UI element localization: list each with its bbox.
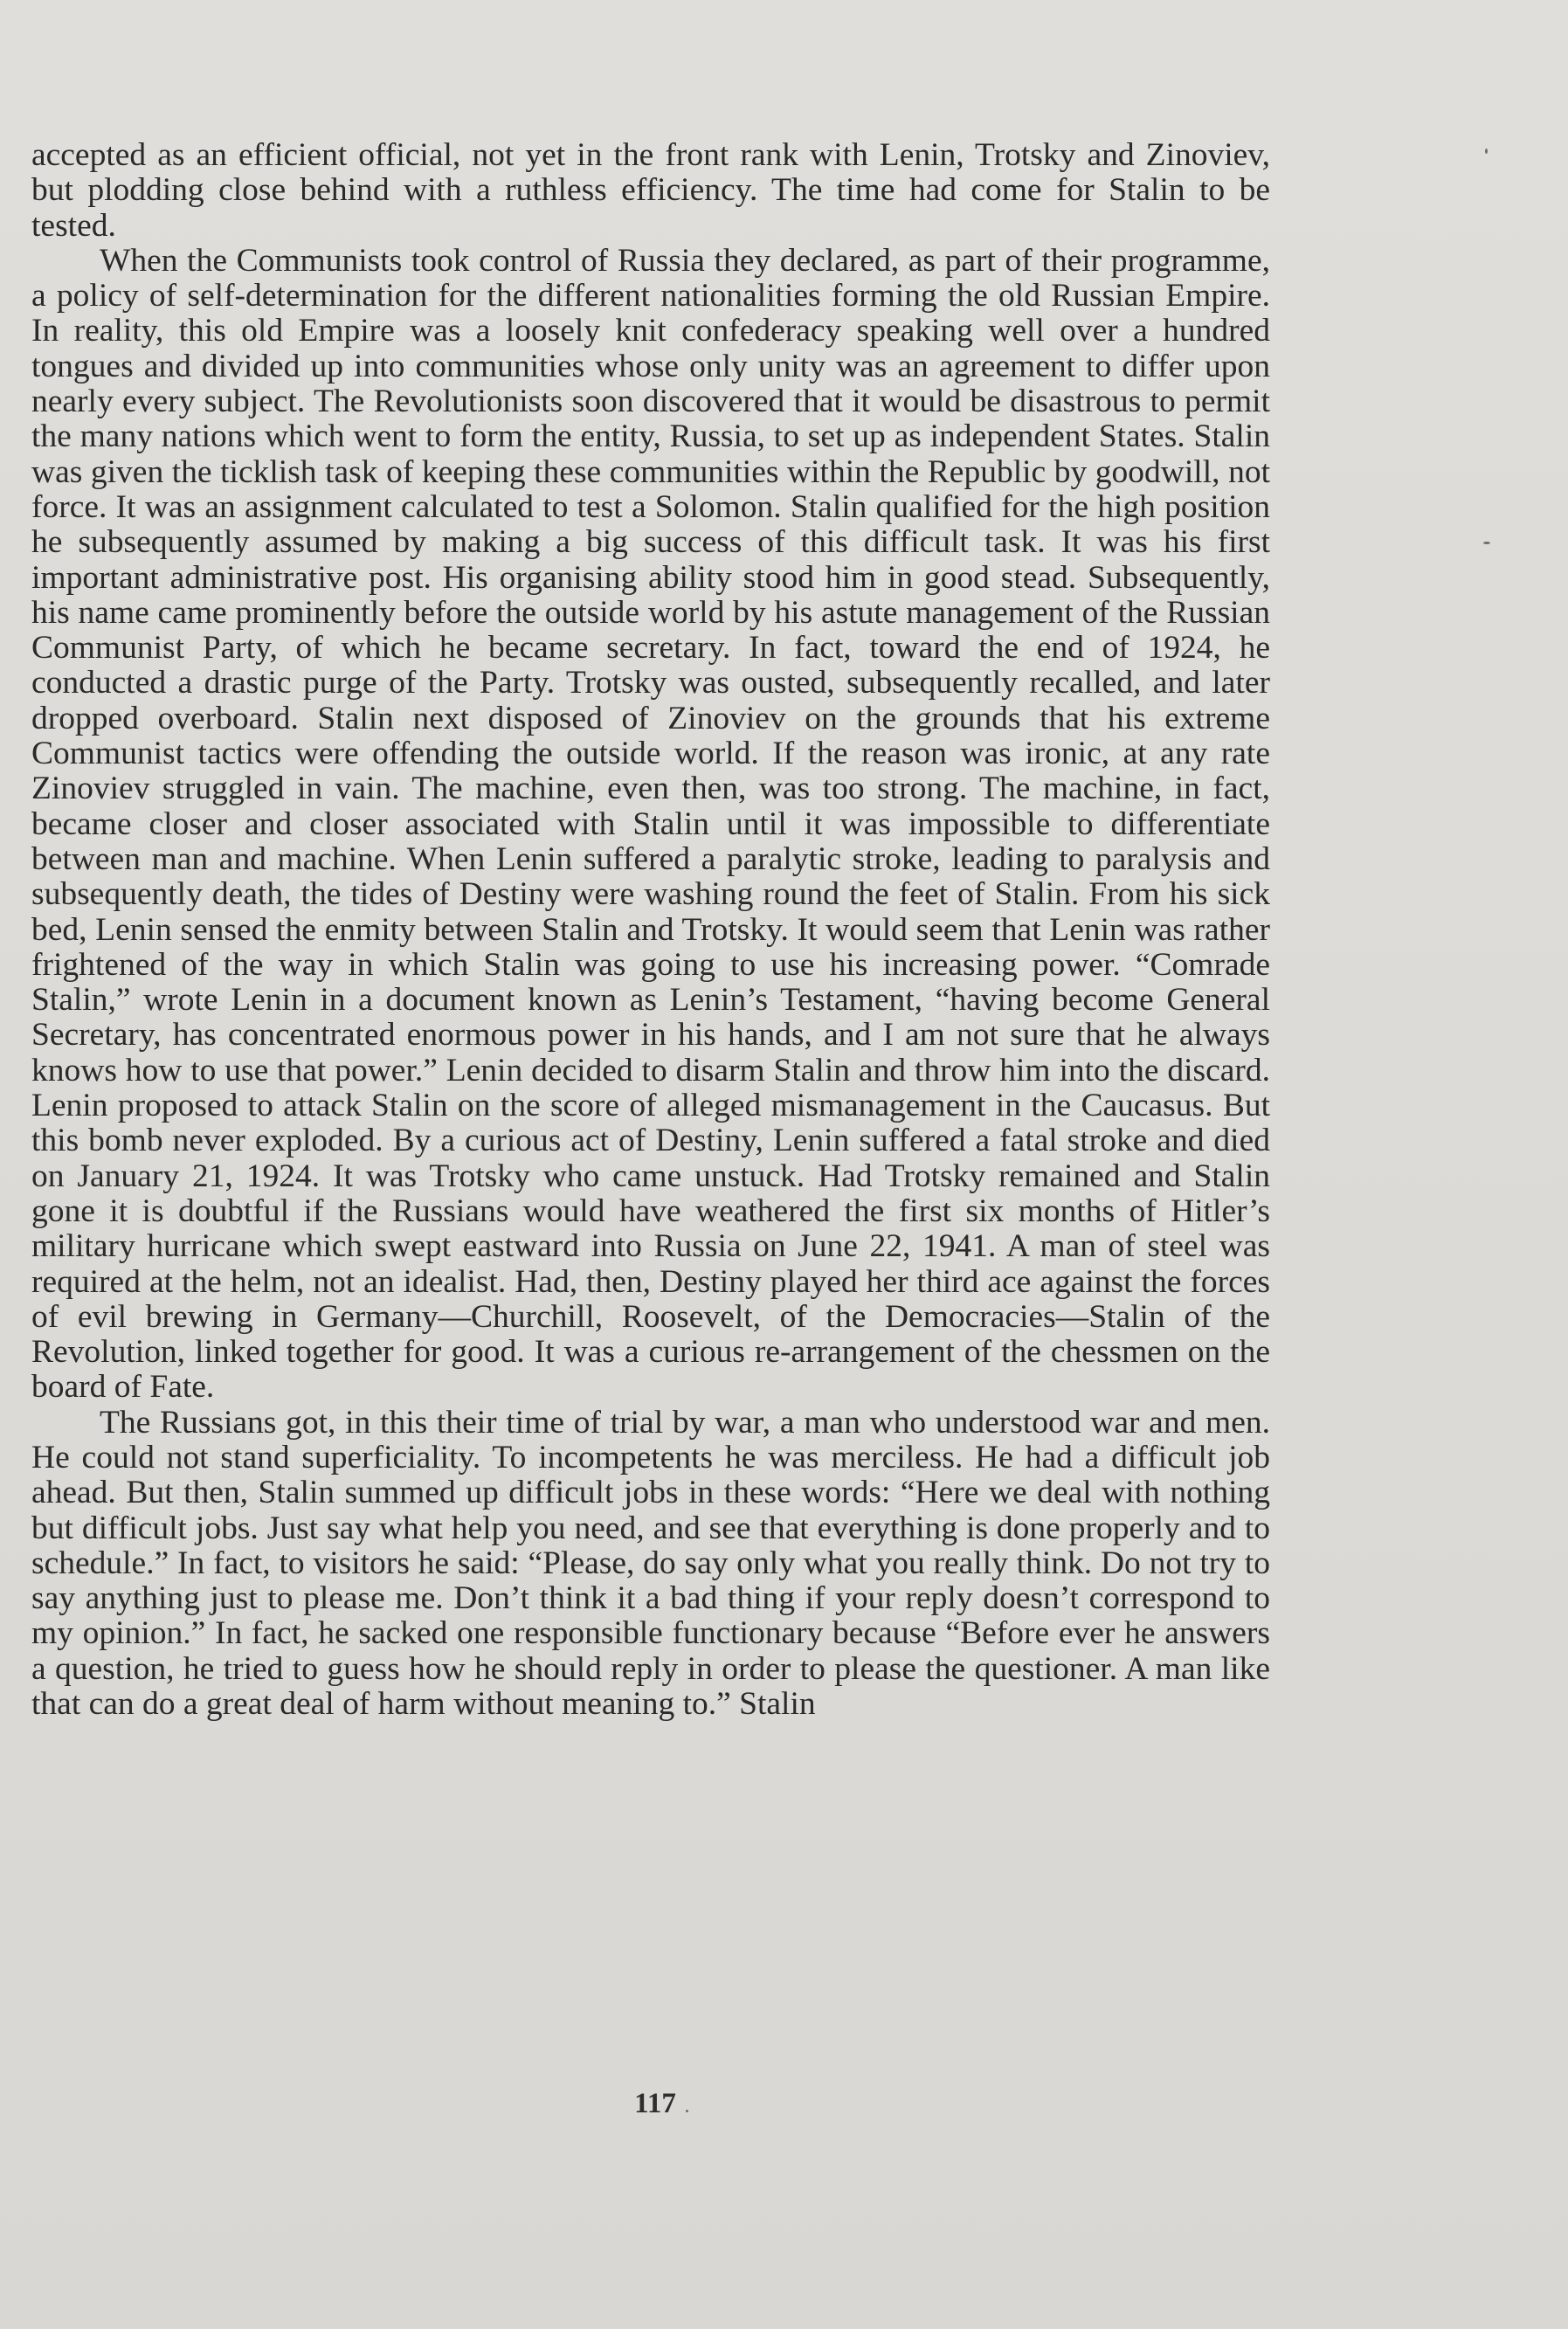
paragraph-1: accepted as an efficient official, not yet in the front rank with Lenin, Trotsky and Zinoviev, but plodding close behind with a ruthless efficiency. The time had come for Stalin to be tested. (31, 137, 1270, 244)
paper-speck (1485, 149, 1488, 154)
paper-speck (686, 2110, 688, 2112)
body-text (31, 138, 1270, 1722)
paper-speck (1483, 542, 1490, 544)
page-number: 117 (634, 2088, 676, 2119)
paragraph-2: When the Communists took control of Russia they declared, as part of their programme, a policy of self-determination for the different nationalities forming the old Russian Empire. In reality, this old Empire was a loosely knit confederacy speaking well over a hundred tongues and divided up into communities whose only unity was an agreement to differ upon nearly every subject. The Revolutionists soon discovered that it would be disastrous to permit the many nations which went to form the entity, Russia, to set up as independent States. Stalin was given the ticklish task of keeping these communities within the Republic by goodwill, not force. It was an assignment calculated to test a Solomon. Stalin qualified for the high position he subsequently assumed by making a big success of this difficult task. It was his first important administrative post. His organising ability stood him in good stead. Subsequently, his name came prominently before the outside world by his astute management of the Russian Communist Party, of which he became secretary. In fact, toward the end of 1924, he conducted a drastic purge of the Party. Trotsky was ousted, subsequently recalled, and later dropped overboard. Stalin next disposed of Zinoviev on the grounds that his extreme Communist tactics were offending the outside world. If the reason was ironic, at any rate Zinoviev struggled in vain. The machine, even then, was too strong. The machine, in fact, became closer and closer associated with Stalin until it was impossible to differentiate between man and machine. When Lenin suffered a paralytic stroke, leading to paralysis and subsequently death, the tides of Destiny were washing round the feet of Stalin. From his sick bed, Lenin sensed the enmity between Stalin and Trotsky. It would seem that Lenin was rather frightened of the way in which Stalin was going to use his increasing power. “Comrade Stalin,” wrote Lenin in a document known as Lenin’s Testament, “having become General Secretary, has concentrated enormous power in his hands, and I am not sure that he always knows how to use that power.” Lenin decided to disarm Stalin and throw him into the discard. Lenin proposed to attack Stalin on the score of alleged mismanagement in the Caucasus. But this bomb never exploded. By a curious act of Destiny, Lenin suffered a fatal stroke and died on January 21, 1924. It was Trotsky who came unstuck. Had Trotsky remained and Stalin gone it is doubtful if the Russians would have weathered the first six months of Hitler’s military hurricane which swept eastward into Russia on June 22, 1941. A man of steel was required at the helm, not an idealist. Had, then, Destiny played her third ace against the forces of evil brewing in Germany—Churchill, Roosevelt, of the Democracies—Stalin of the Revolution, linked together for good. It was a curious re-arrangement of the chessmen on the board of Fate. (31, 242, 1270, 1406)
paragraph-3: The Russians got, in this their time of trial by war, a man who understood war and men. He could not stand superficiality. To incompetents he was merciless. He had a difficult job ahead. But then, Stalin summed up difficult jobs in these words: “Here we deal with nothing but difficult jobs. Just say what help you need, and see that everything is done properly and to schedule.” In fact, to visitors he said: “Please, do say only what you really think. Do not try to say anything just to please me. Don’t think it a bad thing if your reply doesn’t correspond to my opinion.” In fact, he sacked one responsible functionary because “Before ever he answers a question, he tried to guess how he should reply in order to please the questioner. A man like that can do a great deal of harm without meaning to.” Stalin (31, 1404, 1270, 1723)
